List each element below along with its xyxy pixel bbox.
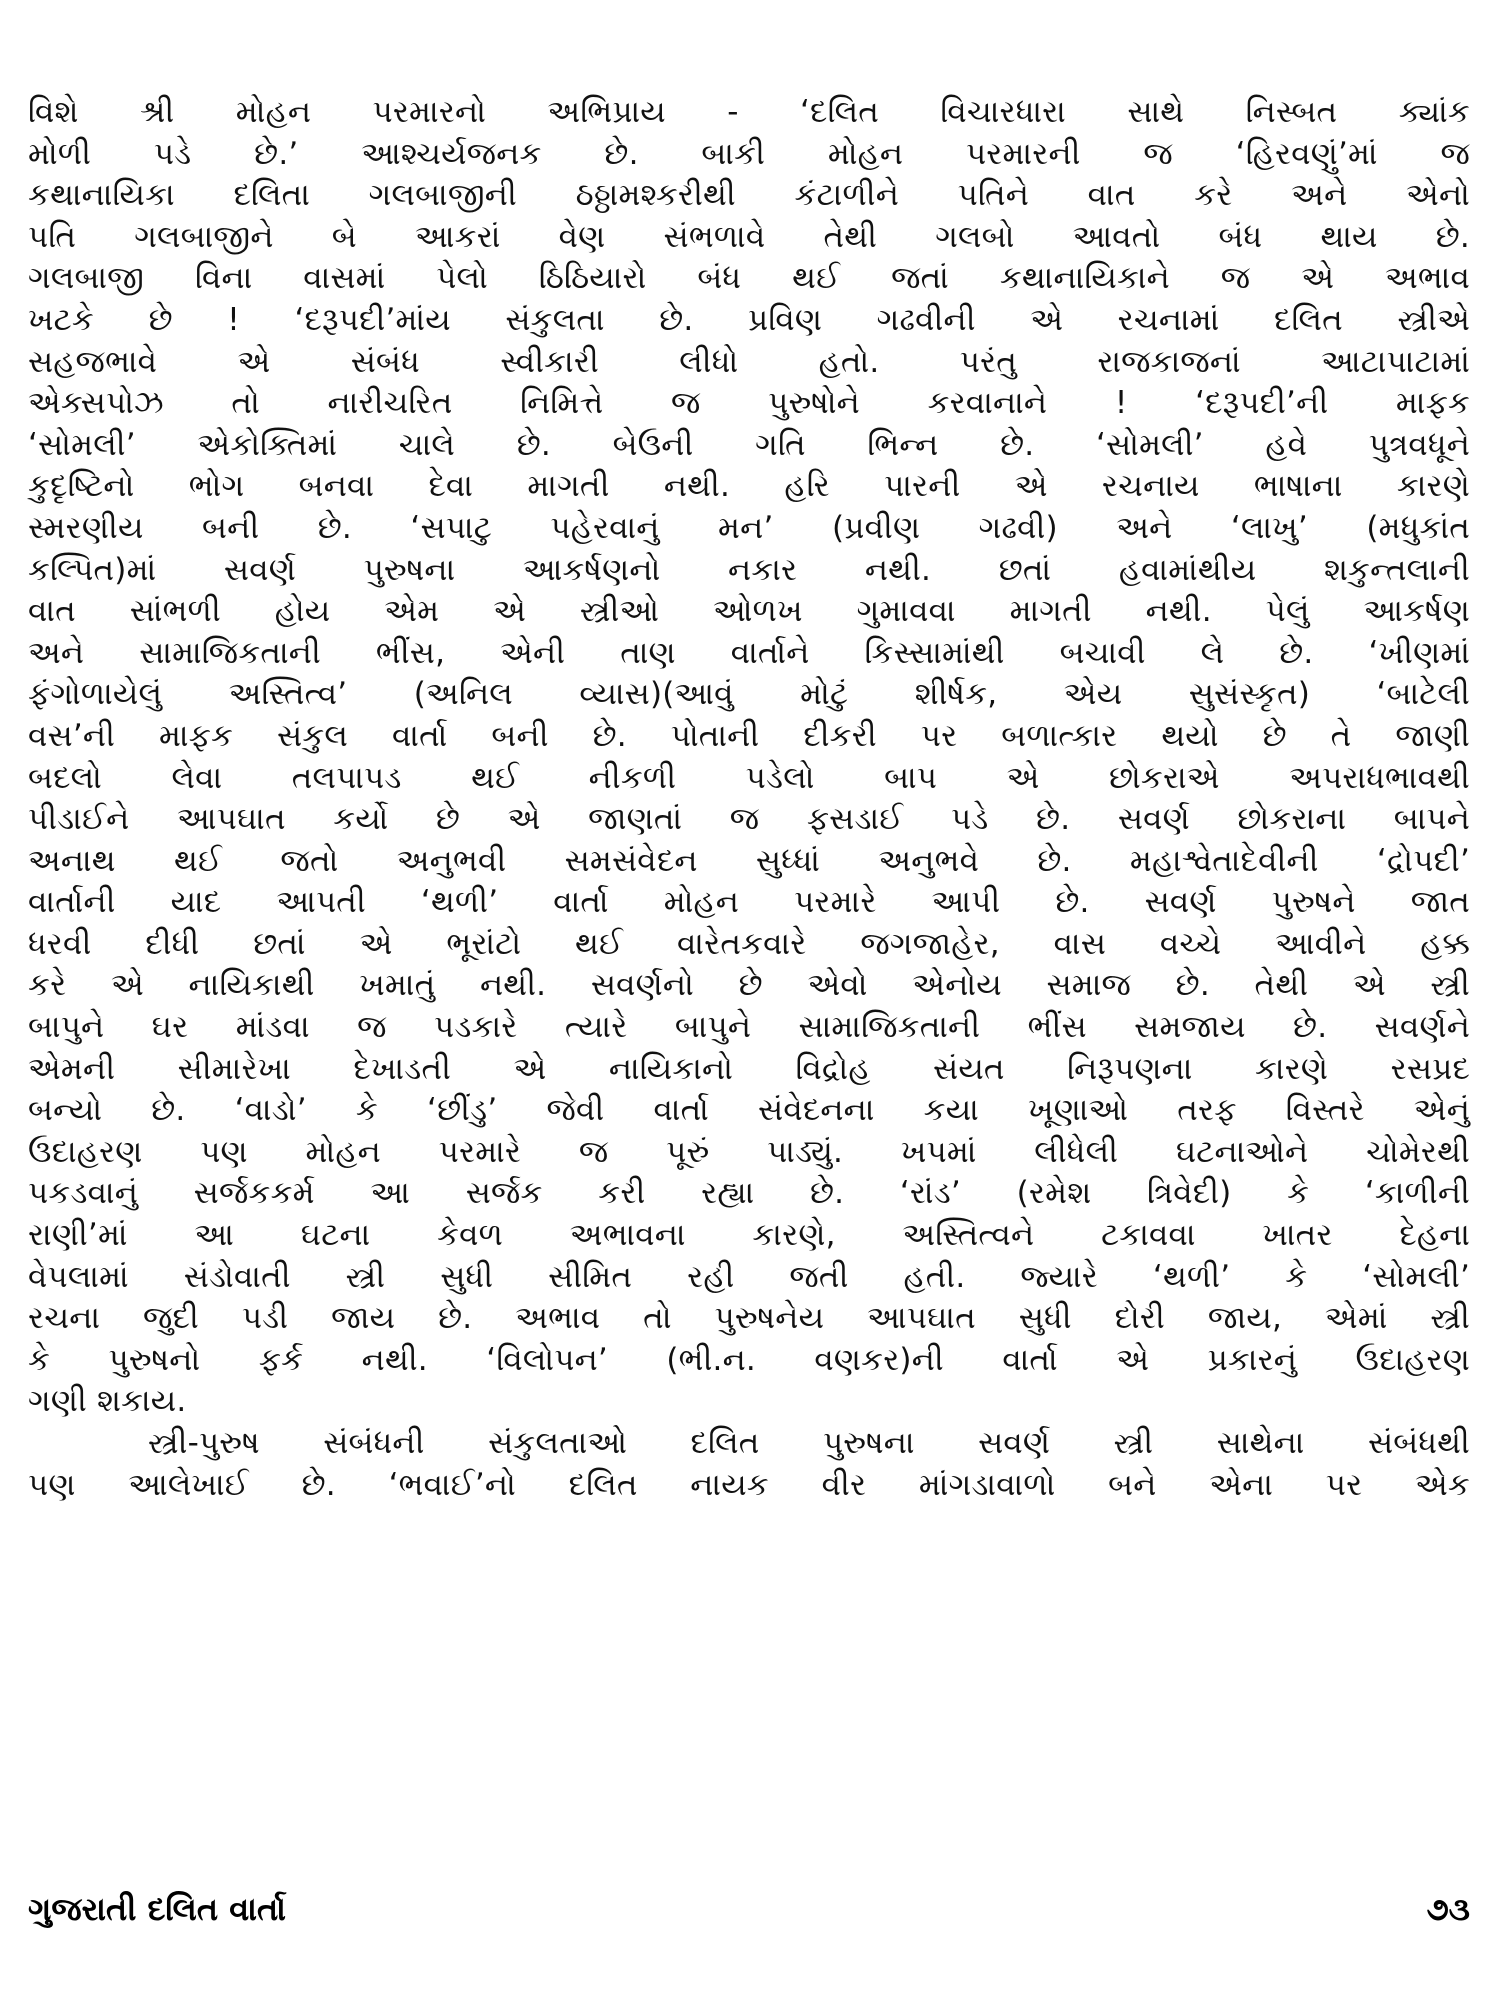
text-line: ધરવી દીધી છતાં એ ભૂરાંટો થઈ વારેતકવારે જગજાહેર, વાસ વચ્ચે આવીને હક્ક (28, 925, 1470, 962)
text-line: પણ આલેખાઈ છે. ‘ભવાઈ’નો દલિત નાયક વીર માંગડાવાળો બને એના પર એક (28, 1466, 1470, 1503)
page-footer (28, 1890, 1470, 1940)
paragraph-end-line: ગણી શકાય. (28, 1383, 187, 1420)
text-line: અનાથ થઈ જતો અનુભવી સમસંવેદન સુધ્ધાં અનુભવે છે. મહાશ્વેતાદેવીની ‘દ્રોપદી’ (28, 842, 1470, 879)
text-line: એમની સીમારેખા દેખાડતી એ નાયિકાનો વિદ્રોહ સંયત નિરૂપણના કારણે રસપ્રદ (28, 1050, 1470, 1087)
text-line: બદલો લેવા તલપાપડ થઈ નીકળી પડેલો બાપ એ છોકરાએ અપરાધભાવથી (28, 759, 1470, 796)
text-line: ગલબાજી વિના વાસમાં પેલો ઠિઠિયારો બંધ થઈ જતાં કથાનાયિકાને જ એ અભાવ (28, 260, 1470, 297)
text-line: પતિ ગલબાજીને બે આકરાં વેણ સંભળાવે તેથી ગલબો આવતો બંધ થાય છે. (28, 218, 1470, 255)
text-line: ઉદાહરણ પણ મોહન પરમારે જ પૂરું પાડ્યું. ખપમાં લીધેલી ઘટનાઓને ચોમેરથી (28, 1133, 1470, 1170)
text-line: એક્સપોઝ તો નારીચરિત નિમિત્તે જ પુરુષોને કરવાનાને ! ‘દરૂપદી’ની માફક (28, 385, 1470, 422)
text-line: ખટકે છે ! ‘દરૂપદી’માંય સંકુલતા છે. પ્રવિણ ગઢવીની એ રચનામાં દલિત સ્ત્રીએ (28, 301, 1470, 338)
text-line: વાત સાંભળી હોય એમ એ સ્ત્રીઓ ઓળખ ગુમાવવા માગતી નથી. પેલું આકર્ષણ (28, 593, 1470, 630)
text-line: કુદૃષ્ટિનો ભોગ બનવા દેવા માગતી નથી. હરિ પારની એ રચનાય ભાષાના કારણે (28, 468, 1470, 505)
text-line: કથાનાયિકા દલિતા ગલબાજીની ઠઠ્ઠામશ્કરીથી કંટાળીને પતિને વાત કરે અને એનો (28, 177, 1470, 214)
text-line: ફંગોળાયેલું અસ્તિત્વ’ (અનિલ વ્યાસ)(આવું મોટું શીર્ષક, એય સુસંસ્કૃત) ‘બાટેલી (28, 676, 1470, 713)
text-line: રાણી’માં આ ઘટના કેવળ અભાવના કારણે, અસ્તિત્વને ટકાવવા ખાતર દેહના (28, 1217, 1470, 1254)
text-line: બાપુને ઘર માંડવા જ પડકારે ત્યારે બાપુને સામાજિકતાની ભીંસ સમજાય છે. સવર્ણને (28, 1009, 1470, 1046)
text-line: ‘સોમલી’ એકોક્તિમાં ચાલે છે. બેઉની ગતિ ભિન્ન છે. ‘સોમલી’ હવે પુત્રવધૂને (28, 426, 1470, 463)
body-text (28, 92, 1470, 1506)
text-line: બન્યો છે. ‘વાડો’ કે ‘છીંડુ’ જેવી વાર્તા સંવેદનના કયા ખૂણાઓ તરફ વિસ્તરે એનું (28, 1092, 1470, 1129)
text-line: પકડવાનું સર્જકકર્મ આ સર્જક કરી રહ્યા છે. ‘રાંડ’ (રમેશ ત્રિવેદી) કે ‘કાળીની (28, 1175, 1470, 1212)
text-line: વસ’ની માફક સંકુલ વાર્તા બની છે. પોતાની દીકરી પર બળાત્કાર થયો છે તે જાણી (28, 717, 1470, 754)
text-line: અને સામાજિકતાની ભીંસ, એની તાણ વાર્તાને કિસ્સામાંથી બચાવી લે છે. ‘ખીણમાં (28, 634, 1471, 671)
text-line: કલ્પિત)માં સવર્ણ પુરુષના આકર્ષણનો નકાર નથી. છતાં હવામાંથીય શકુન્તલાની (28, 551, 1470, 588)
text-line: કરે એ નાયિકાથી ખમાતું નથી. સવર્ણનો છે એવો એનોય સમાજ છે. તેથી એ સ્ત્રી (28, 967, 1470, 1004)
text-line: વેપલામાં સંડોવાતી સ્ત્રી સુધી સીમિત રહી જતી હતી. જ્યારે ‘થળી’ કે ‘સોમલી’ (28, 1258, 1470, 1295)
text-line: પીડાઈને આપઘાત કર્યો છે એ જાણતાં જ ફસડાઈ પડે છે. સવર્ણ છોકરાના બાપને (28, 801, 1470, 838)
page-number: ૭૩ (1426, 1890, 1470, 1928)
text-line: વિશે શ્રી મોહન પરમારનો અભિપ્રાય - ‘દલિત વિચારધારા સાથે નિસ્બત ક્યાંક (28, 94, 1470, 130)
text-line: મોળી પડે છે.’ આશ્ચર્યજનક છે. બાકી મોહન પરમારની જ ‘હિરવણું’માં જ (28, 135, 1470, 172)
text-line: વાર્તાની યાદ આપતી ‘થળી’ વાર્તા મોહન પરમારે આપી છે. સવર્ણ પુરુષને જાત (28, 884, 1470, 921)
text-line: રચના જુદી પડી જાય છે. અભાવ તો પુરુષનેય આપઘાત સુધી દોરી જાય, એમાં સ્ત્રી (28, 1300, 1470, 1337)
paragraph-start-line: સ્ત્રી-પુરુષ સંબંધની સંકુલતાઓ દલિત પુરુષના સવર્ણ સ્ત્રી સાથેના સંબંધથી (148, 1425, 1470, 1461)
text-line: કે પુરુષનો ફર્ક નથી. ‘વિલોપન’ (ભી.ન. વણકર)ની વાર્તા એ પ્રકારનું ઉદાહરણ (28, 1341, 1470, 1378)
text-line: સ્મરણીય બની છે. ‘સપાટુ પહેરવાનું મન’ (પ્રવીણ ગઢવી) અને ‘લાખુ’ (મધુકાંત (28, 509, 1470, 546)
text-line: સહજભાવે એ સંબંધ સ્વીકારી લીધો હતો. પરંતુ રાજકાજનાં આટાપાટામાં (28, 343, 1470, 380)
book-title: ગુજરાતી દલિત વાર્તા (28, 1890, 287, 1928)
